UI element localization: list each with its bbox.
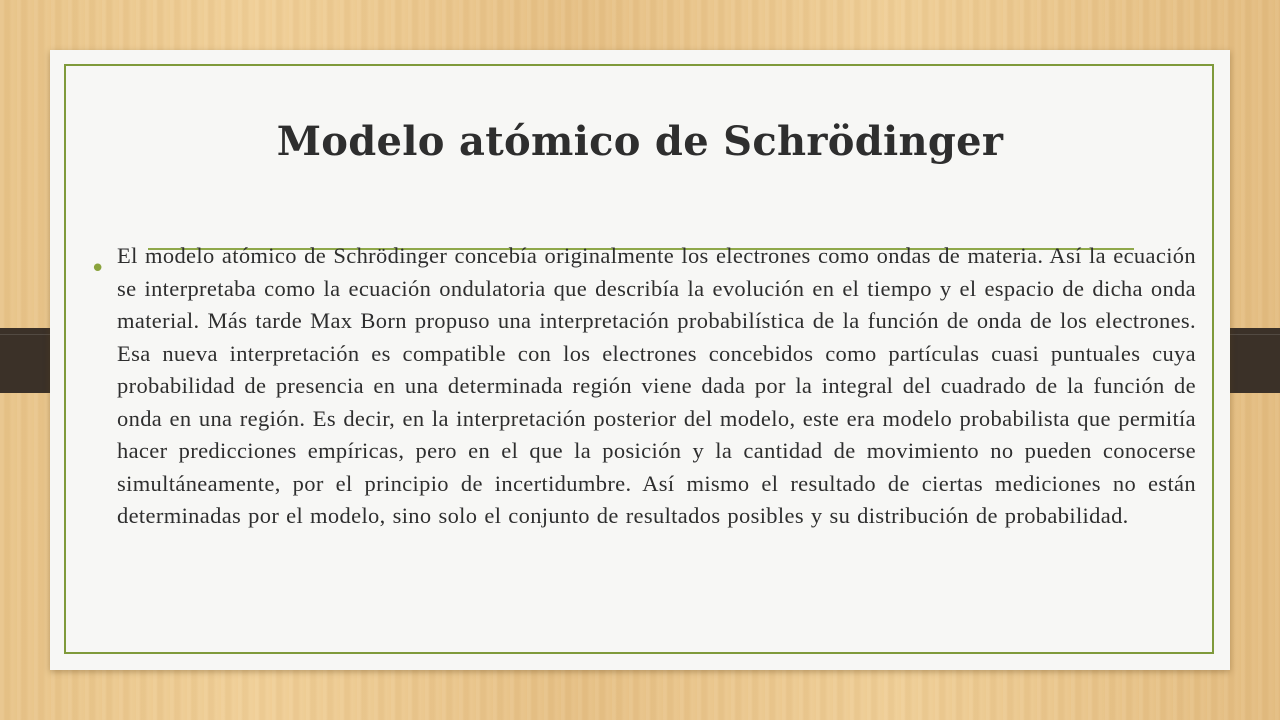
slide-body-paragraph: El modelo atómico de Schrödinger concebía originalmente los electrones como ondas de materia. Así la ecuación se interpretaba como la ecuación ondulatoria que describía la evolución en el tiempo y el espacio de dicha onda material. Más tarde Max Born propuso una interpretación probabilística de la función de onda de los electrones. Esa nueva interpretación es compatible con los electrones concebidos como partículas cuasi puntuales cuya probabilidad de presencia en una determinada región viene dada por la integral del cuadrado de la función de onda en una región. Es decir, en la interpretación posterior del modelo, este era modelo probabilista que permitía hacer predicciones empíricas, pero en el que la posición y la cantidad de movimiento no pueden conocerse simultáneamente, por el principio de incertidumbre. Así mismo el resultado de ciertas mediciones no están determinadas por el modelo, sino solo el conjunto de resultados posibles y su distribución de probabilidad. xyxy=(117,243,1196,528)
slide-title: Modelo atómico de Schrödinger xyxy=(276,118,1004,165)
bullet-icon: • xyxy=(90,254,106,284)
